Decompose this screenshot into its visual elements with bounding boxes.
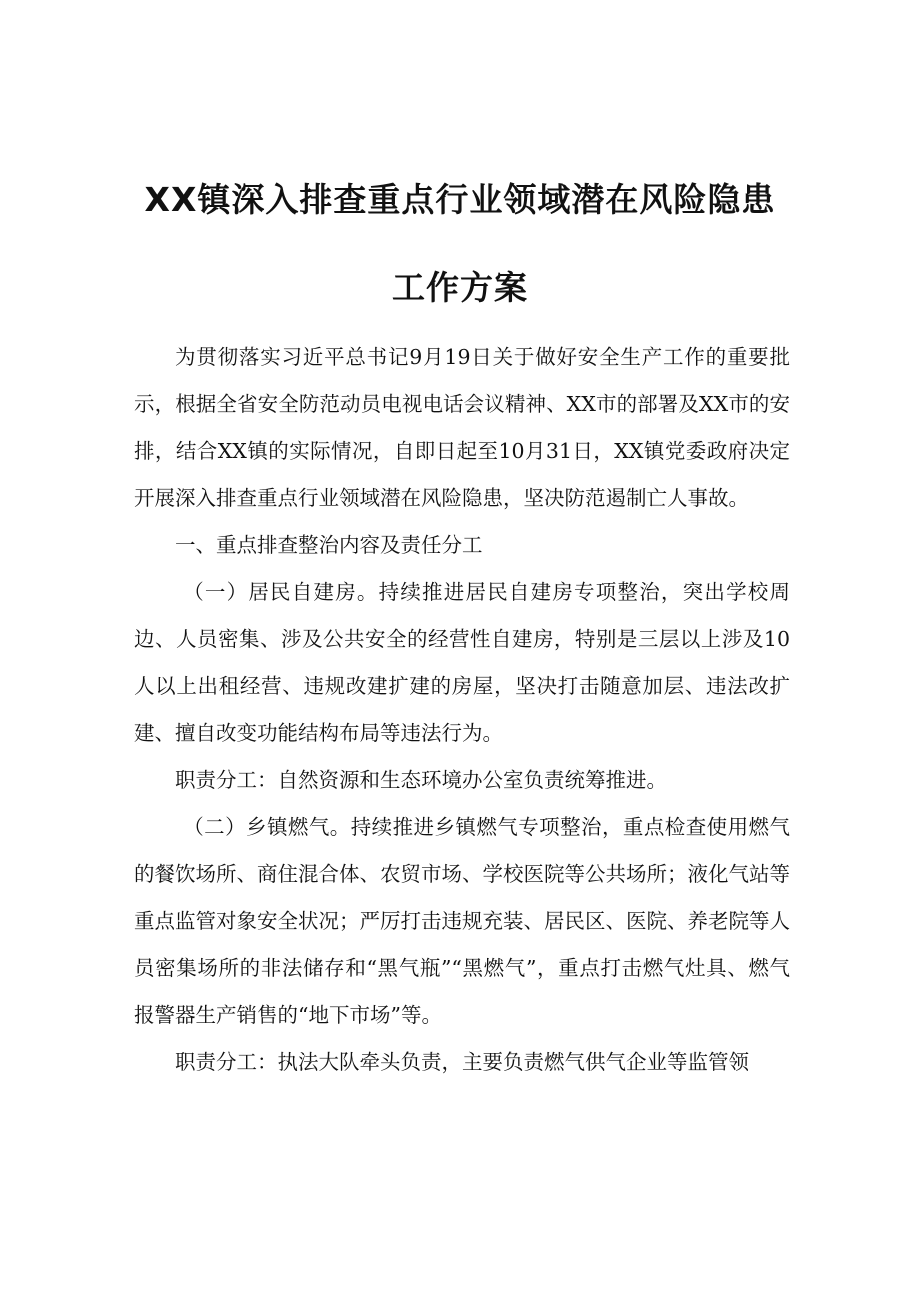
section-heading-1: 一、重点排查整治内容及责任分工 (175, 533, 483, 557)
document-title-line-2: 工作方案 (392, 268, 528, 307)
subsection-town-gas: （二）乡镇燃气。持续推进乡镇燃气专项整治，重点检查使用燃气的餐饮场所、商住混合体、农贸市场、学校医院等公共场所；液化气站等重点监管对象安全状况；严厉打击违规充装、居民区、医院、养老院等人员密集场所的非法储存和“黑气瓶”“黑燃气”，重点打击燃气灶具、燃气报警器生产销售的“地下市场”等。 (134, 815, 790, 1027)
responsibility-paragraph-2: 职责分工：执法大队牵头负责，主要负责燃气供气企业等监管领 (175, 1050, 749, 1074)
document-title-line-1: XX镇深入排查重点行业领域潜在风险隐患 (144, 180, 776, 219)
subsection-self-built-houses: （一）居民自建房。持续推进居民自建房专项整治，突出学校周边、人员密集、涉及公共安全的经营性自建房，特别是三层以上涉及10人以上出租经营、违规改建扩建的房屋，坚决打击随意加层、违法改扩建、擅自改变功能结构布局等违法行为。 (134, 580, 790, 745)
intro-paragraph: 为贯彻落实习近平总书记9月19日关于做好安全生产工作的重要批示，根据全省安全防范动员电视电话会议精神、XX市的部署及XX市的安排，结合XX镇的实际情况，自即日起至10月31日，XX镇党委政府决定开展深入排查重点行业领域潜在风险隐患，坚决防范遏制亡人事故。 (134, 345, 790, 510)
document-body (134, 334, 790, 1086)
responsibility-paragraph-1: 职责分工：自然资源和生态环境办公室负责统筹推进。 (175, 768, 667, 792)
